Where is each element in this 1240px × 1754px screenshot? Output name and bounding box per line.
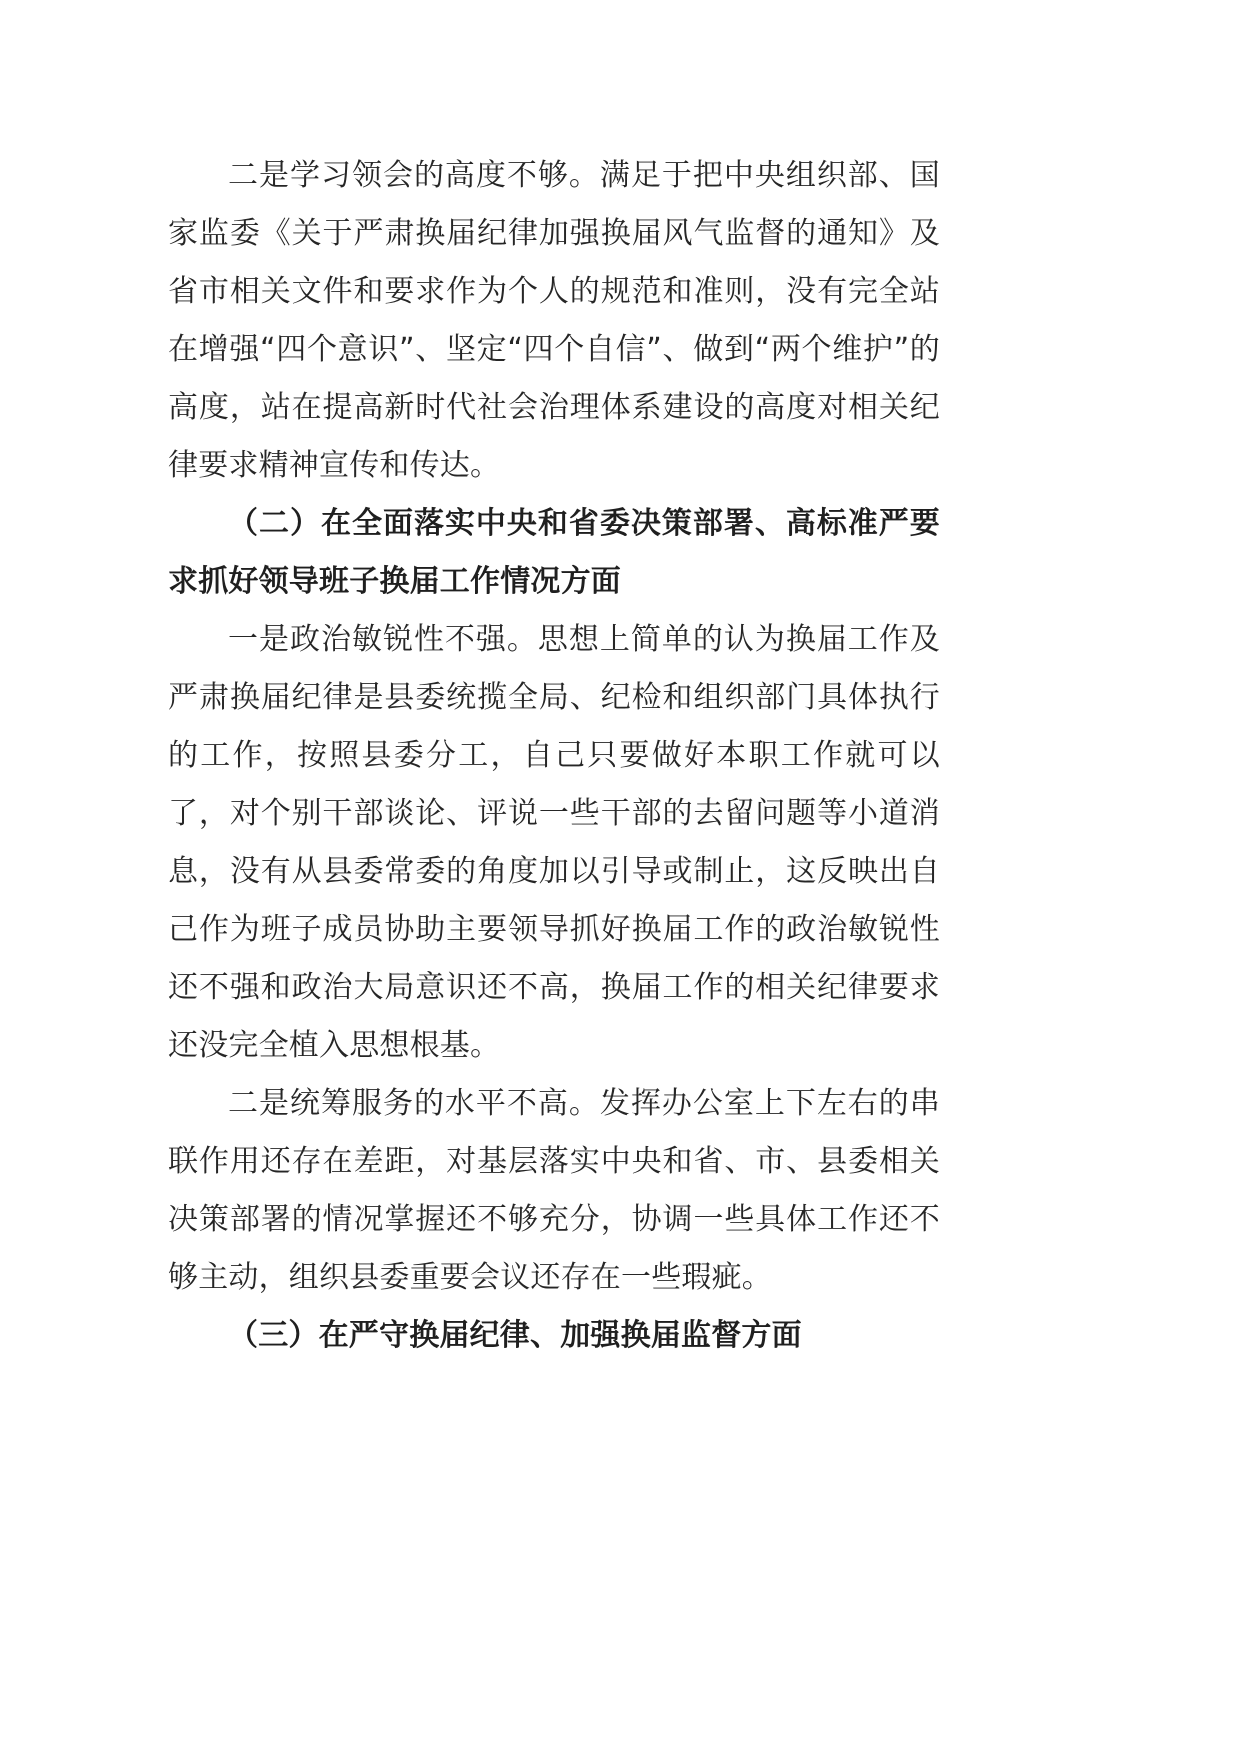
section-heading-2: （二）在全面落实中央和省委决策部署、高标准严要求抓好领导班子换届工作情况方面 [168,506,940,599]
section-heading-3: （三）在严守换届纪律、加强换届监督方面 [228,1318,802,1353]
paragraph-coordination-service: 二是统筹服务的水平不高。发挥办公室上下左右的串联作用还存在差距，对基层落实中央和省、市、县委相关决策部署的情况掌握还不够充分，协调一些具体工作还不够主动，组织县委重要会议还存在一些瑕疵。 [168,1086,940,1295]
paragraph-political-sensitivity: 一是政治敏锐性不强。思想上简单的认为换届工作及严肃换届纪律是县委统揽全局、纪检和组织部门具体执行的工作，按照县委分工，自己只要做好本职工作就可以了，对个别干部谈论、评说一些干部的去留问题等小道消息，没有从县委常委的角度加以引导或制止，这反映出自己作为班子成员协助主要领导抓好换届工作的政治敏锐性还不强和政治大局意识还不高，换届工作的相关纪律要求还没完全植入思想根基。 [168,622,940,1063]
paragraph-study-height: 二是学习领会的高度不够。满足于把中央组织部、国家监委《关于严肃换届纪律加强换届风气监督的通知》及省市相关文件和要求作为个人的规范和准则，没有完全站在增强“四个意识”、坚定“四个自信”、做到“两个维护”的高度，站在提高新时代社会治理体系建设的高度对相关纪律要求精神宣传和传达。 [168,158,940,483]
document-body [168,147,940,1365]
